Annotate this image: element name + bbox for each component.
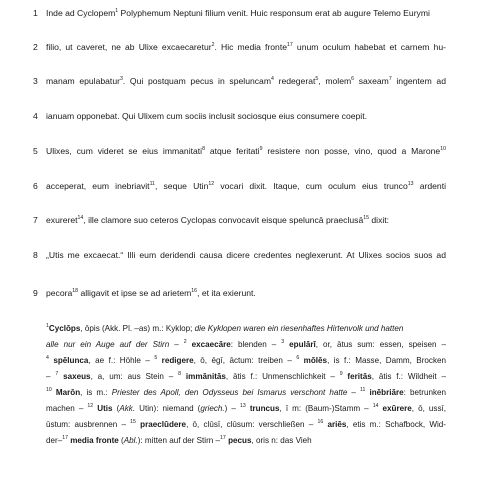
footnote-line: $^4$ spēlunca, ae f.: Höhle – $^5$ redigere, ō, ēgī, āctum: treiben – $^6$ mōlēs, is f.: Masse, Damm, Brocken (46, 355, 446, 365)
line-number: 8 (33, 250, 38, 260)
footnote-marker: 1 (115, 8, 119, 14)
footnote-marker: 3 (281, 339, 285, 345)
footnote-marker: 14 (77, 215, 84, 221)
footnote-marker: 1 (46, 323, 49, 329)
footnote-marker: 9 (259, 146, 263, 152)
footnote-marker: 11 (360, 387, 366, 393)
footnote-marker: 8 (178, 371, 182, 377)
footnote-marker: 16 (191, 288, 198, 294)
line-text: acceperat, eum inebriavit$^{11}$, seque Utin$^{12}$ vocari dixit. Itaque, cum oculum eius trunco$^{13}$ ardenti (46, 181, 446, 191)
text-line (0, 109, 477, 123)
footnote-line: der–$^{17}$ media fronte (Abl.): mitten auf der Stirn –$^{17}$ pecus, oris n: das Vieh (46, 435, 312, 445)
footnote-marker: 15 (130, 419, 136, 425)
footnote-marker: 3 (119, 76, 123, 82)
footnote-marker: 14 (372, 403, 379, 409)
footnote-line: alle nur ein Auge auf der Stirn – $^2$ excaecāre: blenden – $^3$ epulārī, or, ātus sum: essen, speisen – (46, 339, 446, 349)
text-line (0, 286, 477, 300)
text-line (0, 74, 477, 88)
line-number: 7 (33, 215, 38, 225)
line-number: 5 (33, 146, 38, 156)
footnote-marker: 8 (202, 146, 205, 152)
line-text: filio, ut caveret, ne ab Ulixe excaecaretur$^2$. Hic media fronte$^{17}$ unum oculum habebat et carnem hu- (46, 42, 446, 52)
footnote-marker: 11 (149, 181, 155, 187)
line-number: 4 (33, 111, 38, 121)
footnote-marker: 18 (72, 288, 79, 294)
footnote-marker: 17 (62, 435, 68, 441)
footnote-marker: 16 (317, 419, 324, 425)
text-line (0, 144, 477, 158)
footnote-marker: 5 (315, 76, 319, 82)
line-text: manam epulabatur$^3$. Qui postquam pecus in speluncam$^4$ redegerat$^5$, molem$^6$ saxeam$^7$ ingentem ad (46, 76, 446, 86)
footnote-line: ūstum: ausbrennen – $^{15}$ praeclūdere, ō, clūsī, clūsum: verschließen – $^{16}$ ariēs, etis m.: Schafbock, Wid- (46, 419, 446, 429)
text-line (0, 248, 477, 262)
text-line (0, 40, 477, 54)
footnote-marker: 12 (208, 181, 215, 187)
footnote-marker: 13 (239, 403, 246, 409)
line-number: 2 (33, 42, 38, 52)
footnote-marker: 12 (87, 403, 94, 409)
footnote-marker: 2 (211, 42, 215, 48)
line-number: 3 (33, 76, 38, 86)
footnote-line: $^1$Cyclōps, ōpis (Akk. Pl. –as) m.: Kyklop; die Kyklopen waren ein riesenhaftes Hirtenvolk und hatten (46, 323, 404, 333)
line-text: ianuam opponebat. Qui Ulixem cum sociis inclusit sociosque eius consumere coepit. (46, 111, 367, 121)
footnotes (46, 321, 446, 449)
footnote-marker: 6 (351, 76, 355, 82)
footnote-line: machen – $^{12}$ Utis (Akk. Utin): niemand (griech.) – $^{13}$ truncus, ī m: (Baum-)Stamm – $^{14}$ exūrere, ō, ussī, (46, 403, 447, 413)
footnote-marker: 13 (407, 181, 414, 187)
text-line (0, 179, 477, 193)
footnote-marker: 9 (339, 371, 343, 377)
footnote-marker: 10 (46, 387, 52, 393)
line-number: 9 (33, 288, 38, 298)
line-number: 6 (33, 181, 38, 191)
footnote-marker: 7 (388, 76, 392, 82)
footnote-line: – $^7$ saxeus, a, um: aus Stein – $^8$ immānitās, ātis f.: Unmenschlichkeit – $^9$ feritās, ātis f.: Wildheit – (46, 371, 446, 381)
line-text: „Utis me excaecat.“ Illi eum deridendi causa dicere credentes neglexerunt. At Ulixes socios suos ad (46, 250, 446, 260)
footnote-marker: 10 (440, 146, 446, 152)
footnote-marker: 15 (363, 215, 370, 221)
footnote-marker: 17 (220, 435, 226, 441)
line-text: exureret$^{14}$, ille clamore suo ceteros Cyclopas convocavit eisque speluncā praeclusā$^{15}$ dixit: (46, 215, 390, 225)
footnote-marker: 5 (154, 355, 158, 361)
line-text: Inde ad Cyclopem$^1$ Polyphemum Neptuni filium venit. Huic responsum erat ab augure Telemo Eurymi (46, 8, 430, 18)
footnote-marker: 4 (46, 355, 49, 361)
footnote-marker: 7 (55, 371, 59, 377)
footnote-line: $^{10}$ Marōn, is m.: Priester des Apoll, den Odysseus bei Ismarus verschont hatte – $^{11}$ inēbriāre: betrunken (46, 387, 446, 397)
line-number: 1 (33, 8, 38, 18)
footnote-marker: 4 (271, 76, 274, 82)
text-line (0, 213, 477, 227)
text-line (0, 6, 477, 20)
footnote-marker: 17 (287, 42, 293, 48)
line-text: Ulixes, cum videret se eius immanitati$^8$ atque feritati$^9$ resistere non posse, vino, quod a Marone$^{10}$ (46, 146, 446, 156)
footnote-marker: 6 (296, 355, 300, 361)
line-text: pecora$^{18}$ alligavit et ipse se ad arietem$^{16}$, et ita exierunt. (46, 288, 256, 298)
footnote-marker: 2 (183, 339, 187, 345)
